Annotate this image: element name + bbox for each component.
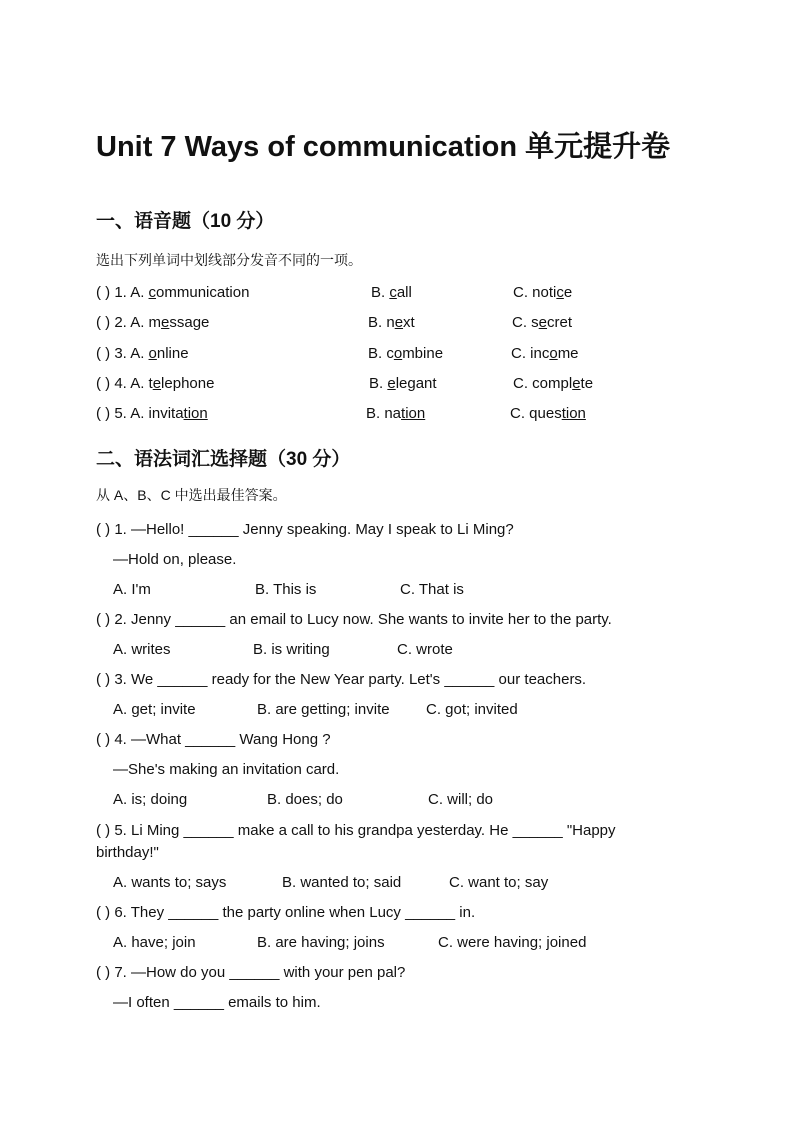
q5-option-a: A. wants to; says [113,874,227,891]
q1-stem: ( ) 1. —Hello! ______ Jenny speaking. May I speak to Li Ming? [96,521,514,538]
phonics-q4-b [369,375,437,393]
option-b: B. nation [366,405,426,422]
question-number: ( ) 3. [96,345,131,362]
phonics-q5-c [510,405,586,423]
q2-option-b: B. is writing [253,641,330,658]
q2-stem: ( ) 2. Jenny ______ an email to Lucy now. She wants to invite her to the party. [96,611,612,628]
q4-option-b: B. does; do [267,791,343,808]
underlined-segment: c [556,284,564,301]
option-c: C. notice [513,284,573,301]
q3-option-c: C. got; invited [426,701,518,718]
q7-response: —I often ______ emails to him. [113,994,321,1011]
section2-instruction: 从 A、B、C 中选出最佳答案。 [96,487,287,503]
q5-option-b: B. wanted to; said [282,874,402,891]
option-b: B. combine [368,345,444,362]
phonics-q3-c [511,345,579,363]
underlined-segment: tion [401,405,426,422]
q5-stem: ( ) 5. Li Ming ______ make a call to his grandpa yesterday. He ______ "Happy [96,822,616,839]
q6-option-c: C. were having; joined [438,934,587,951]
underlined-segment: e [572,375,581,392]
option-c: C. secret [512,314,573,331]
q6-stem: ( ) 6. They ______ the party online when Lucy ______ in. [96,904,476,921]
option-c: C. question [510,405,586,422]
phonics-q3 [96,345,189,363]
option-c: C. income [511,345,579,362]
underlined-segment: c [148,284,157,301]
option-b: B. elegant [369,375,437,392]
q2-option-c: C. wrote [397,641,453,658]
phonics-q2-b [368,314,415,332]
phonics-q1-b [371,284,412,302]
section1-instruction: 选出下列单词中划线部分发音不同的一项。 [96,252,362,268]
phonics-q1 [96,284,249,302]
option-a: A. telephone [130,375,215,392]
q6-option-a: A. have; join [113,934,196,951]
q3-stem: ( ) 3. We ______ ready for the New Year party. Let's ______ our teachers. [96,671,587,688]
phonics-q3-b [368,345,443,363]
question-number: ( ) 4. [96,375,131,392]
q4-stem: ( ) 4. —What ______ Wang Hong ? [96,731,331,748]
q3-option-a: A. get; invite [113,701,196,718]
q1-response: —Hold on, please. [113,551,237,568]
question-number: ( ) 5. [96,405,131,422]
option-a: A. invitation [130,405,208,422]
q4-option-a: A. is; doing [113,791,188,808]
phonics-q4 [96,375,214,393]
q4-response: —She's making an invitation card. [113,761,340,778]
q1-option-b: B. This is [255,581,317,598]
option-a: A. online [130,345,189,362]
underlined-segment: tion [561,405,586,422]
q4-option-c: C. will; do [428,791,494,808]
q1-option-a: A. I'm [113,581,151,598]
q5-stem-cont: birthday!" [96,844,159,861]
q6-option-b: B. are having; joins [257,934,385,951]
underlined-segment: e [161,314,170,331]
underlined-segment: e [387,375,396,392]
option-a: A. message [130,314,210,331]
option-b: B. call [371,284,412,301]
underlined-segment: e [152,375,162,392]
q5-option-c: C. want to; say [449,874,549,891]
phonics-q1-c [513,284,572,302]
phonics-q5 [96,405,208,423]
underlined-segment: e [538,314,548,331]
option-c: C. complete [513,375,594,392]
underlined-segment: o [148,345,157,362]
underlined-segment: o [393,345,403,362]
option-b: B. next [368,314,415,331]
underlined-segment: e [394,314,404,331]
phonics-q4-c [513,375,593,393]
underlined-segment: c [389,284,397,301]
option-a: A. communication [130,284,250,301]
section1-heading: 一、语音题（10 分） [96,211,275,232]
page-title: Unit 7 Ways of communication 单元提升卷 [96,131,671,163]
q7-stem: ( ) 7. —How do you ______ with your pen pal? [96,964,406,981]
q3-option-b: B. are getting; invite [257,701,390,718]
underlined-segment: tion [183,405,208,422]
phonics-q2 [96,314,209,332]
q1-option-c: C. That is [400,581,464,598]
q2-option-a: A. writes [113,641,171,658]
question-number: ( ) 1. [96,284,131,301]
underlined-segment: o [549,345,558,362]
section2-heading: 二、语法词汇选择题（30 分） [96,449,351,470]
phonics-q5-b [366,405,425,423]
phonics-q2-c [512,314,572,332]
question-number: ( ) 2. [96,314,131,331]
